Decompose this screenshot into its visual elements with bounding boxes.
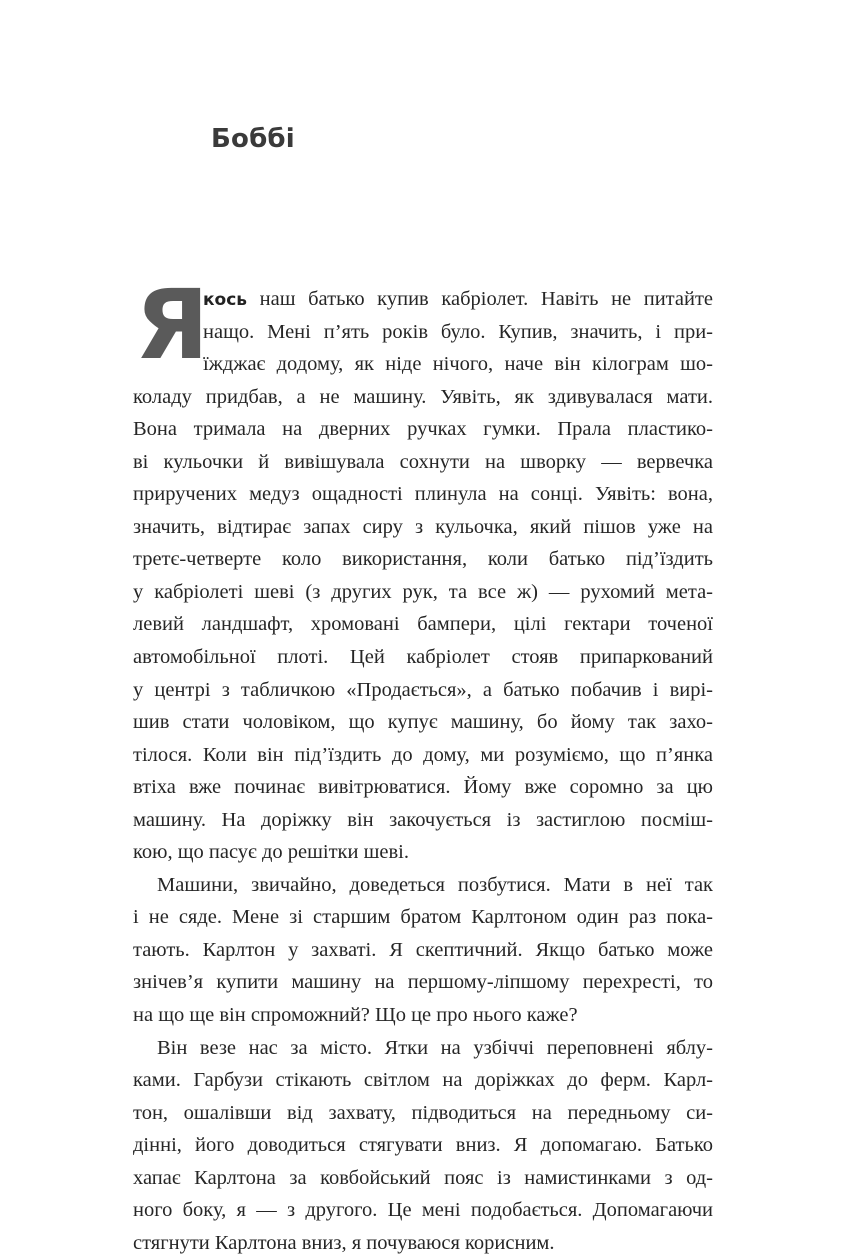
drop-cap: Я — [135, 269, 209, 381]
text-line: стягнути Карлтона вниз, я почуваюся корисним. — [133, 1231, 555, 1254]
text-line: дінні, його доводиться стягувати вниз. Я допомагаю. Батько — [133, 1134, 713, 1157]
text-line: ві кульочки й вивішувала сохнути на шворку — вервечка — [133, 450, 713, 473]
text-line: кою, що пасує до решітки шеві. — [133, 841, 409, 864]
text-line: Він везе нас за місто. Ятки на узбіччі переповнені яблу- — [157, 1036, 713, 1059]
text-line: машину. На доріжку він закочується із застиглою посміш- — [133, 808, 713, 831]
text-line: коладу придбав, а не машину. Уявіть, як здивувалася мати. — [133, 385, 713, 408]
text-line: ного боку, я — з другого. Це мені подобається. Допомагаючи — [133, 1199, 713, 1222]
text-line: приручених медуз ощадності плинула на сонці. Уявіть: вона, — [133, 483, 713, 506]
text-line: кось наш батько купив кабріолет. Навіть не питайте — [203, 288, 713, 310]
lead-in: кось — [203, 290, 248, 310]
text-line: у центрі з табличкою «Продається», а батько побачив і вирі- — [133, 678, 713, 701]
text-line: тон, ошалівши від захвату, підводиться на передньому си- — [133, 1101, 713, 1124]
text-line: хапає Карлтона за ковбойський пояс із намистинками з од- — [133, 1166, 713, 1189]
text-line: знічев’я купити машину на першому-ліпшому перехресті, то — [133, 971, 713, 994]
text-line: шив стати чоловіком, що купує машину, бо йому так захо- — [133, 711, 713, 734]
text-line: нащо. Мені п’ять років було. Купив, значить, і при- — [203, 320, 713, 343]
text-line: тають. Карлтон у захваті. Я скептичний. Якщо батько може — [133, 938, 713, 961]
chapter-title: Боббі — [211, 124, 295, 154]
text-line: і не сяде. Мене зі старшим братом Карлтоном один раз пока- — [133, 906, 713, 929]
text-line: третє-четверте коло використання, коли батько під’їздить — [133, 548, 713, 571]
text-line: Вона тримала на дверних ручках гумки. Прала пластико- — [133, 418, 713, 441]
text-line: втіха вже починає вивітрюватися. Йому вже соромно за цю — [133, 776, 713, 799]
text-line: на що ще він спроможний? Що це про нього каже? — [133, 1004, 578, 1027]
body-text — [133, 269, 713, 1259]
text-line: тілося. Коли він під’їздить до дому, ми розуміємо, що п’янка — [133, 743, 713, 766]
text-line: їжджає додому, як ніде нічого, наче він кілограм шо- — [203, 353, 713, 376]
text-line: значить, відтирає запах сиру з кульочка, який пішов уже на — [133, 515, 713, 538]
text-line: автомобільної плоті. Цей кабріолет стояв припаркований — [133, 646, 713, 669]
text-line: ками. Гарбузи стікають світлом на доріжках до ферм. Карл- — [133, 1069, 713, 1092]
text-line: левий ландшафт, хромовані бампери, цілі гектари точеної — [133, 613, 713, 636]
text-line: Машини, звичайно, доведеться позбутися. Мати в неї так — [157, 873, 713, 896]
text-line: у кабріолеті шеві (з других рук, та все ж) — рухомий мета- — [133, 580, 713, 603]
